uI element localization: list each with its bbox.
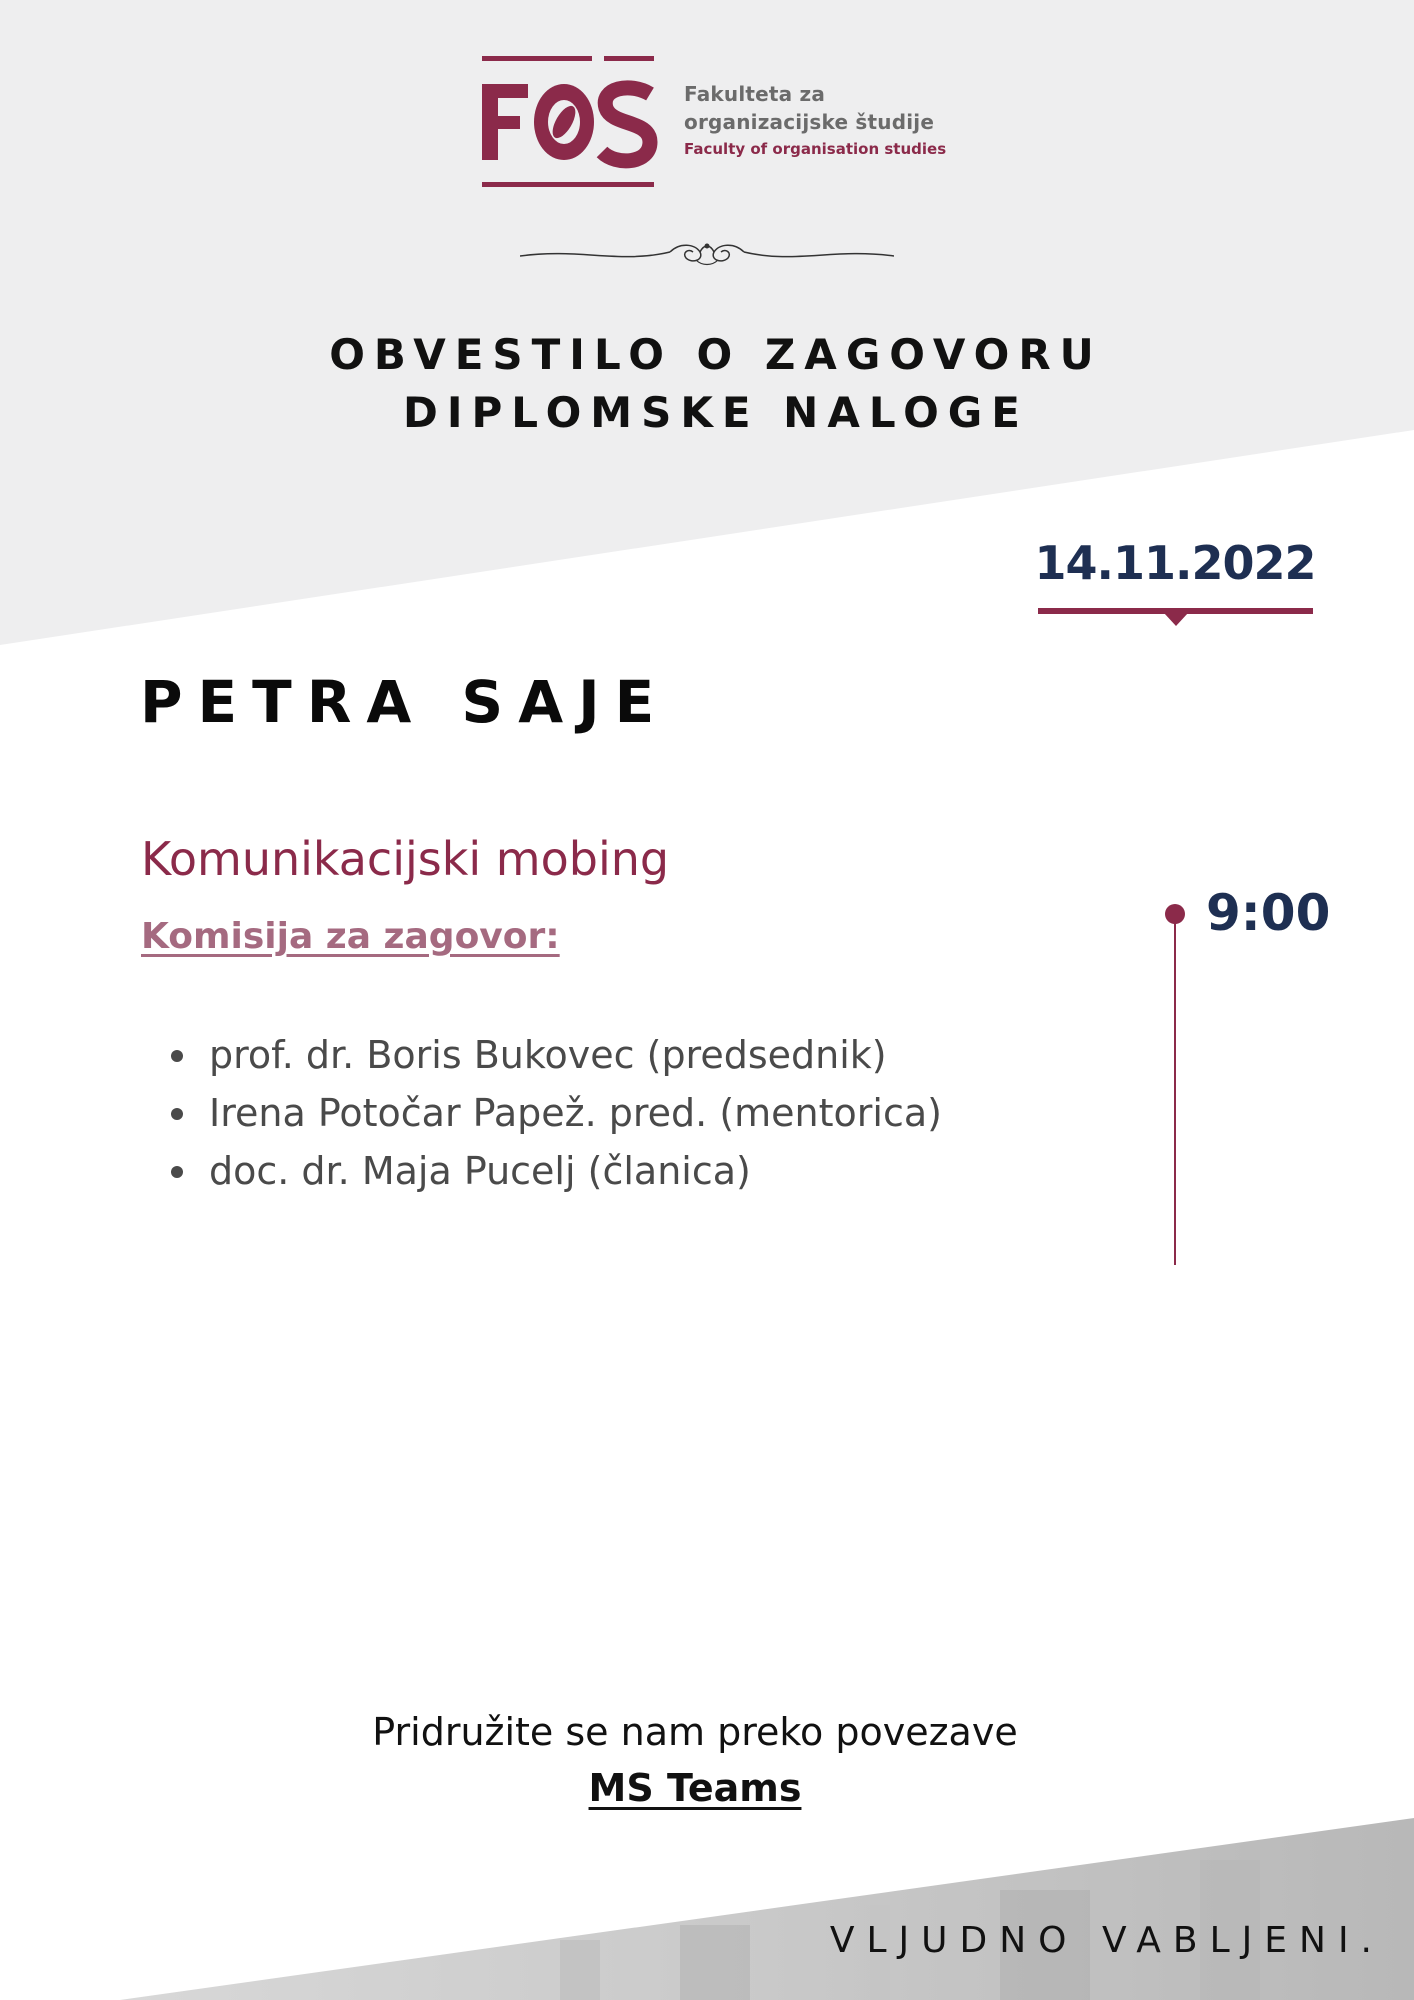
committee-member: prof. dr. Boris Bukovec (predsednik) <box>209 1033 887 1077</box>
list-item <box>165 1026 942 1084</box>
committee-member: Irena Potočar Papež. pred. (mentorica) <box>209 1091 942 1135</box>
logo-line-studies: organizacijske študije <box>684 110 935 134</box>
list-item <box>165 1142 942 1200</box>
join-text: Pridružite se nam preko povezave <box>372 1710 1018 1754</box>
closing-text: VLJUDNO VABLJENI. <box>829 1920 1384 1961</box>
page-title <box>0 326 1414 442</box>
bullet-icon <box>171 1108 183 1120</box>
timeline-line <box>1174 920 1176 1265</box>
date-notch-icon <box>1164 613 1188 626</box>
committee-list <box>165 1026 942 1200</box>
list-item <box>165 1084 942 1142</box>
flourish-divider-icon <box>520 238 894 270</box>
title-line-2: DIPLOMSKE NALOGE <box>403 388 1029 437</box>
event-date: 14.11.2022 <box>1034 536 1316 590</box>
candidate-name: PETRA SAJE <box>140 668 670 736</box>
committee-label: Komisija za zagovor: <box>141 916 560 957</box>
bullet-icon <box>171 1050 183 1062</box>
event-time: 9:00 <box>1206 884 1331 942</box>
committee-member: doc. dr. Maja Pucelj (članica) <box>209 1149 751 1193</box>
logo-line-english: Faculty of organisation studies <box>684 140 947 158</box>
bullet-icon <box>171 1166 183 1178</box>
title-line-1: OBVESTILO O ZAGOVORU <box>329 330 1103 379</box>
thesis-title: Komunikacijski mobing <box>141 832 670 886</box>
logo-line-faculty: Fakulteta za <box>684 82 826 106</box>
logo-text <box>684 80 946 162</box>
ms-teams-link[interactable]: MS Teams <box>588 1766 802 1810</box>
